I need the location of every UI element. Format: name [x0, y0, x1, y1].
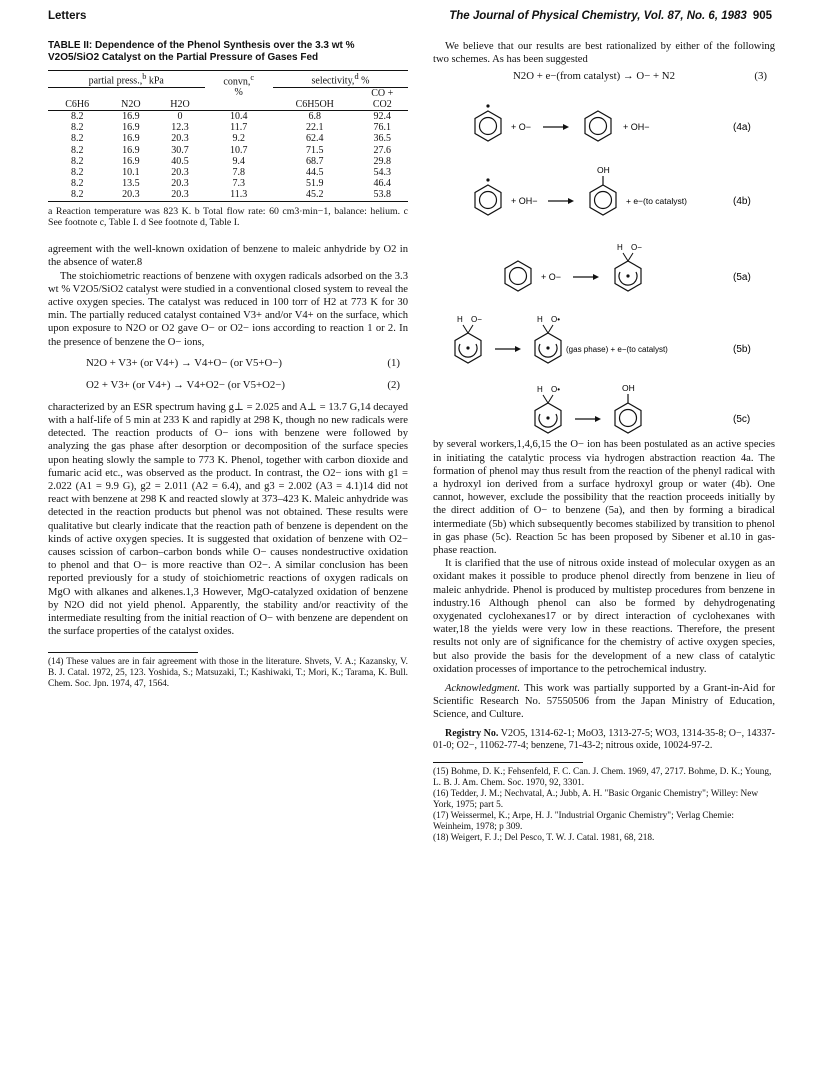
o-dot-5b: O• [551, 315, 561, 325]
col-co-top: CO + [371, 87, 394, 99]
equation-1: N2O + V3+ (or V4+) → V4+O− (or V5+O−) (1) [86, 356, 400, 369]
oh-4b: OH [597, 165, 610, 176]
oh-5c: OH [622, 383, 635, 394]
paragraph: The stoichiometric reactions of benzene with oxygen radicals adsorbed on the 3.3 wt % V2O5/SiO2 catalyst were studied in a conventional closed system to reveal the active oxygen species. The catalyst was reduced in 100 torr of H2 at 773 K for 30 min. The partially reduced catalyst contained V3+ and/or V4+ on the surface, which upon exposure to N2O or O2 gave O− or O2− ions according to reaction 1 or 2. In the presence of benzene the O− ions, [48, 270, 408, 348]
table-cell: 8.2 [70, 189, 84, 201]
label-5b: (5b) [733, 344, 751, 356]
h-5a: H [617, 243, 623, 253]
table-row [48, 122, 408, 133]
head-selectivity: selectivity,$^d$ % [273, 71, 408, 88]
table-cell: 44.5 [305, 166, 324, 178]
table-cell: 9.2 [232, 133, 245, 145]
equation-2: O2 + V3+ (or V4+) → V4+O2− (or V5+O2−) (2) [86, 378, 400, 391]
table-row [48, 189, 408, 201]
table-cell: 54.3 [373, 166, 392, 178]
table-cell: 30.7 [171, 144, 189, 156]
table-cell: 20.3 [171, 133, 189, 145]
equation-3: N2O + e−(from catalyst) → O− + N2 (3) [513, 70, 767, 83]
table-cell: 8.2 [70, 133, 84, 145]
paragraph: characterized by an ESR spectrum having g⊥ = 2.025 and A⊥ = 13.7 G,14 decayed with a half-life of 5 min at 233 K and rapidly at 298 K, though no new radicals were detected. The reaction products of O− ions with benzene were followed by analyzing the gas phase after desorption or decomposition of the surface species upon heating slowly the sample to 773 K. Phenol, together with carbon dioxide and fumaric acid etc., was observed as the product. In contrast, the O2− ions with g1 = 2.022 (A1 = 9.9 G), g2 = 2.011 (A2 = 6.4), and g3 = 2.002 (A3 = 4.1)14 did not react with benzene at 298 K and reacted slowly at 373–423 K. Maleic anhydride was detected in the reaction products but phenol was not obtained. These results were qualitative but clearly indicate that the reaction path of benzene is dependent on the kinds of active oxygen species. It is suggested that oxidation of benzene with O2− causes scission of carbon–carbon bonds while O− causes nondestructive oxidation to phenol and that O− is more reactive than O2−. A similar conclusion has been reported previously for a study of stoichiometric reactions of oxygen radicals on MgO with alkanes and alkenes.1,3 However, MgO-catalyzed oxidation of benzene by N2O did not yield phenol. Apparently, the stability and/or reactivity of the intermediate resulting from the initial reaction of O− with benzene are dependent on the surface properties of the catalyst oxides. [48, 401, 408, 638]
label-4b: (4b) [733, 196, 751, 208]
table-caption: TABLE II: Dependence of the Phenol Synthesis over the 3.3 wt % V2O5/SiO2 Catalyst on the Partial Pressure of Gases Fed [48, 40, 355, 63]
section-label: Letters [48, 10, 87, 22]
registry: Registry No. V2O5, 1314-62-1; MoO3, 1313-27-5; WO3, 1314-35-8; O−, 14337-01-0; O2−, 11062-77-4; benzene, 71-43-2; nitrous oxide, 10024-97-2. [433, 727, 775, 752]
table-cell: 13.5 [122, 178, 140, 190]
paragraph: by several workers,1,4,6,15 the O− ion has been postulated as an active species in initiating the catalytic process via hydrogen abstraction reaction 4a. The formation of phenol may thus result from the reaction of the phenyl radical with a hydroxyl ion derived from a surface hydroxyl group or water (4b). One cannot, however, exclude the possibility that the reaction proceeds initially by the direct addition of O− to benzene (5a), and then by forming a biradical intermediate (5b) which subsequently becomes stabilized by transition to phenol in gas phase (5c). Reaction 5c has been proposed by Sibener et al.10 in gas-phase reaction. [433, 439, 775, 557]
col-c6h6: C6H6 [65, 98, 90, 110]
h-5c: H [537, 385, 543, 395]
table-cell: 20.3 [171, 178, 189, 190]
journal-citation: The Journal of Physical Chemistry, Vol. 87, No. 6, 1983 905 [449, 10, 772, 22]
head-convn-unit: % [234, 87, 243, 99]
reaction-4a [475, 105, 751, 142]
oh-minus-4a: + OH− [623, 122, 650, 133]
table-cell: 45.2 [305, 189, 324, 201]
col-co-bottom: CO2 [372, 98, 392, 110]
table-cell: 16.9 [122, 144, 140, 156]
col-n2o: N2O [121, 98, 141, 110]
page-number: 905 [752, 10, 772, 22]
o-dot-5c: O• [551, 385, 561, 395]
table-body [48, 110, 408, 201]
col-h2o: H2O [170, 98, 190, 110]
footnote-14: (14) These values are in fair agreement with those in the literature. Shvets, V. A.; Kazansky, V. B. J. Catal. 1972, 25, 123. Yoshida, S.; Matsuzaki, T.; Kashiwaki, T.; Mori, K.; Tarama, K. Bull. Chem. Soc. Jpn. 1974, 47, 1564. [48, 657, 408, 690]
table-cell: 22.1 [305, 122, 324, 134]
table-cell: 16.9 [122, 122, 140, 134]
reference-item: (18) Weigert, F. J.; Del Pesco, T. W. J. Catal. 1981, 68, 218. [433, 833, 655, 844]
table-cell: 76.1 [373, 122, 392, 134]
table-cell: 11.3 [230, 189, 248, 201]
table-cell: 11.7 [230, 122, 248, 134]
col-phenol: C6H5OH [295, 98, 334, 110]
table-cell: 20.3 [171, 166, 189, 178]
head-partial: partial press.,$^b$ kPa [88, 72, 164, 87]
references-rule [433, 762, 583, 763]
table-cell: 7.3 [232, 178, 245, 190]
table-cell: 20.3 [122, 189, 140, 201]
table-cell: 10.7 [229, 144, 248, 156]
table-row [48, 145, 408, 156]
table-cell: 6.8 [308, 110, 321, 122]
table-cell: 16.9 [122, 110, 140, 122]
table-row [48, 110, 408, 122]
table-row [48, 156, 408, 167]
h-5b-left: H [457, 315, 463, 325]
reaction-5a [505, 243, 751, 291]
table-row [48, 167, 408, 178]
reaction-4b [475, 165, 751, 215]
paragraph: agreement with the well-known oxidation of benzene to maleic anhydride by O2 in the absence of water.8 [48, 244, 408, 269]
table-cell: 36.5 [373, 133, 392, 145]
table-cell: 9.4 [232, 155, 245, 167]
reference-item: (17) Weissermel, K.; Arpe, H. J. "Industrial Organic Chemistry"; Verlag Chemie: Weinheim, 1978; p 309. [433, 811, 734, 833]
table-cell: 68.7 [305, 155, 324, 167]
table-row [48, 178, 408, 189]
table-cell: 8.2 [70, 166, 84, 178]
table-cell: 92.4 [373, 110, 392, 122]
table-cell: 71.5 [305, 144, 324, 156]
scheme-drawing [433, 88, 775, 438]
table-cell: 0 [177, 110, 183, 122]
table-footnote: a Reaction temperature was 823 K. b Total flow rate: 60 cm3·min−1, balance: helium. c See footnote c, Table I. d See footnote d, Table I. [48, 205, 408, 229]
table-row [48, 133, 408, 144]
reference-item: (15) Bohme, D. K.; Fehsenfeld, F. C. Can. J. Chem. 1969, 47, 2717. Bohme, D. K.; Young, L. B. J. Am. Chem. Soc. 1970, 92, 3301. [433, 767, 772, 789]
reaction-5c [535, 383, 750, 433]
phenol-synthesis-table [48, 70, 408, 202]
e-catalyst-4b: + e−(to catalyst) [626, 196, 687, 207]
table-cell: 8.2 [70, 178, 84, 190]
table-cell: 12.3 [171, 122, 189, 134]
oh-minus-4b: + OH− [511, 196, 538, 207]
label-4a: (4a) [733, 122, 751, 134]
table-cell: 10.4 [229, 110, 248, 122]
footnote-rule [48, 652, 198, 653]
references [433, 767, 775, 844]
table-cell: 8.2 [70, 122, 84, 134]
o-rad-5b: O− [471, 315, 482, 325]
table-cell: 62.4 [305, 133, 324, 145]
table-cell: 53.8 [373, 189, 392, 201]
table-cell: 8.2 [70, 110, 84, 122]
paragraph: It is clarified that the use of nitrous oxide instead of molecular oxygen as an oxidant makes it possible to produce phenol directly from benzene in lieu of maleic anhydride. Phenol is produced by multistep procedures from benzene in industry.16 Although phenol can also be formed by dehydrogenating oxygenated cyclohexanes17 or by direct interaction of cyclohexanes with water,18 the yields were very low in these reactions. Therefore, the present results not only are of significance for the chemistry of active oxygen species, but also provide the basis for the development of a new class of catalytic oxidation processes of importance to the petrochemical industry. [433, 558, 775, 675]
head-convn: convn,$^c$ [223, 72, 255, 87]
table-cell: 16.9 [122, 133, 140, 145]
running-header [48, 10, 772, 26]
table-cell: 7.8 [232, 166, 245, 178]
reaction-5b [455, 315, 751, 363]
reaction-scheme [433, 88, 775, 438]
h-5b-right: H [537, 315, 543, 325]
table-cell: 8.2 [70, 155, 84, 167]
label-5a: (5a) [733, 272, 751, 284]
reference-item: (16) Tedder, J. M.; Nechvatal, A.; Jubb, A. H. "Basic Organic Chemistry"; Willey: New York, 1975; part 5. [433, 789, 759, 811]
table-cell: 27.6 [373, 144, 392, 156]
acknowledgment: Acknowledgment. This work was partially supported by a Grant-in-Aid for Scientific Research No. 57550506 from the Japan Ministry of Education, Science, and Culture. [433, 683, 775, 721]
gas-phase-5b: (gas phase) + e−(to catalyst) [566, 345, 668, 355]
paragraph: We believe that our results are best rationalized by either of the following two schemes. As has been suggested [433, 41, 775, 66]
o-rad-5a: O− [631, 243, 642, 253]
table-cell: 40.5 [171, 155, 189, 167]
table-cell: 8.2 [70, 144, 84, 156]
table-cell: 46.4 [373, 178, 392, 190]
o-minus-5a: + O− [541, 272, 562, 283]
right-column [433, 40, 775, 844]
table-cell: 20.3 [171, 189, 189, 201]
o-minus-4a: + O− [511, 122, 532, 133]
table-cell: 51.9 [305, 178, 324, 190]
table-cell: 16.9 [122, 155, 140, 167]
left-column [48, 40, 408, 690]
table-cell: 10.1 [122, 166, 140, 178]
table-cell: 29.8 [373, 155, 392, 167]
label-5c: (5c) [733, 414, 751, 426]
